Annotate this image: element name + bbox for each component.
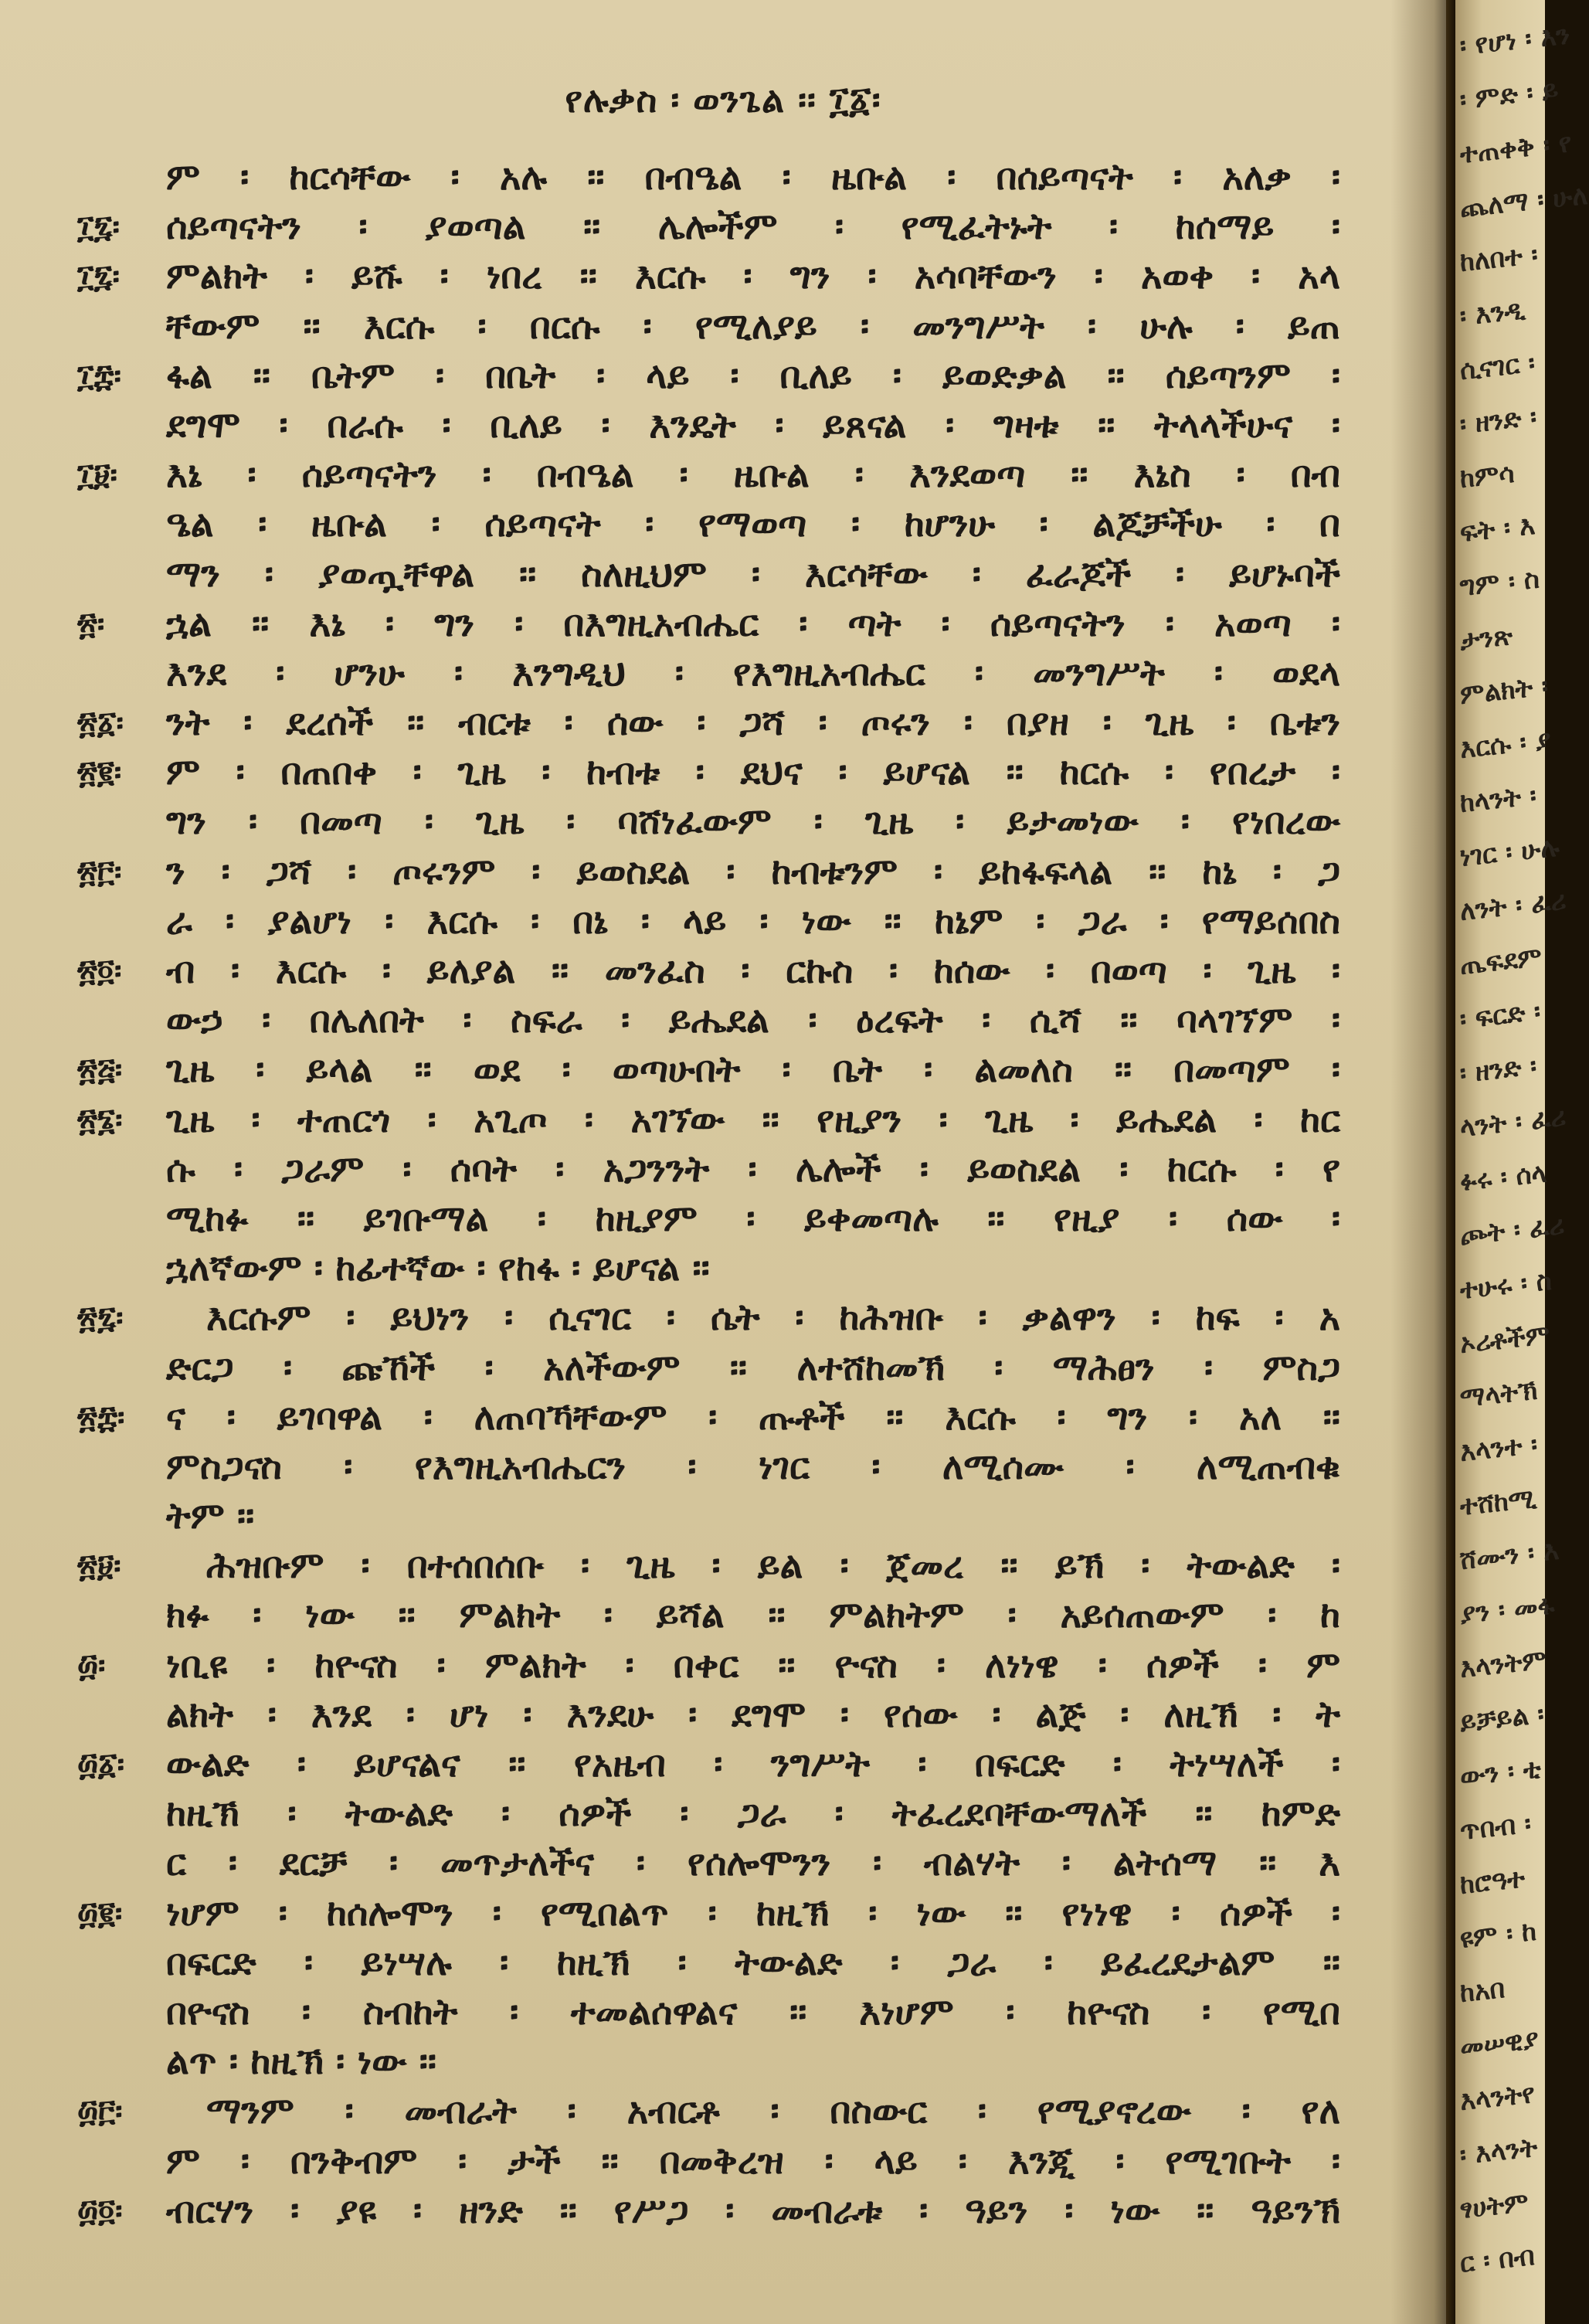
line-text: ጊዜ ፡ ተጠርጎ ፡ አጊጦ ፡ አገኘው ፡፡ የዚያን ፡ ጊዜ ፡ ይሔደል ፡ ከር [166,1098,1340,1141]
facing-page-fragment: እርሱ ፡ ያ [1458,724,1553,765]
line-text: ነሆም ፡ ከሰሎሞን ፡ የሚበልጥ ፡ ከዚኽ ፡ ነው ፡፡ የነነዌ ፡ ሰዎች ፡ [166,1891,1340,1935]
text-line [166,797,1340,847]
text-line [77,2087,1340,2136]
line-text: እርሱም ፡ ይህነን ፡ ሲናገር ፡ ሴት ፡ ከሕዝቡ ፡ ቃልዋን ፡ ከፍ ፡ አ [206,1296,1340,1340]
facing-page-fragment: ሸሙን ፡ እ [1458,1534,1560,1576]
line-text: ብ ፡ እርሱ ፡ ይለያል ፡፡ መንፈስ ፡ ርኩስ ፡ ከሰው ፡ በወጣ ፡ ጊዜ ፡ [166,950,1340,992]
line-text: ሱ ፡ ጋራም ፡ ሰባት ፡ አጋንንት ፡ ሌሎች ፡ ይወስደል ፡ ከርሱ ፡ የ [166,1147,1340,1191]
facing-page-fragment: ሲናገር ፡ [1458,347,1536,386]
verse-number: ፳፫፡ [77,853,122,890]
facing-page-fragment: ፡ የሆነ ፡ እን [1458,19,1572,62]
facing-page-fragment: ከሮዓተ [1458,1863,1526,1901]
line-text: ልጥ ፡ ከዚኽ ፡ ነው ፡፡ [166,2040,436,2084]
text-line [166,1988,1340,2037]
facing-page-fragment: ር ፡ በብ [1458,2240,1536,2279]
facing-page-fragment: ማላትኽ [1458,1374,1539,1414]
text-line [166,1194,1340,1244]
verse-number: ፴፬፡ [77,2192,123,2229]
verse-number: ፲፱፡ [77,457,117,494]
text-line [166,2037,1340,2087]
verse-number: ፴፪፡ [77,1894,123,1932]
line-text: ንት ፡ ደረሰች ፡፡ ብርቱ ፡ ሰው ፡ ጋሻ ፡ ጦሩን ፡ በያዘ ፡ ጊዜ ፡ ቤቱን [166,702,1340,745]
text-line [166,1938,1340,1988]
line-text: እኔ ፡ ሰይጣናትን ፡ በብዔል ፡ ዜቡል ፡ እንደወጣ ፡፡ እኔስ ፡ በብ [166,454,1340,497]
facing-page-fragment: ጤፍደም [1458,941,1543,981]
line-text: ጊዜ ፡ ይላል ፡፡ ወደ ፡ ወጣሁበት ፡ ቤት ፡ ልመለስ ፡፡ በመጣም ፡ [166,1048,1340,1092]
line-text: ራ ፡ ያልሆነ ፡ እርሱ ፡ በኔ ፡ ላይ ፡ ነው ፡፡ ከኔም ፡ ጋራ ፡ የማይሰበስ [166,899,1340,943]
text-line [166,996,1340,1045]
line-text: በዮናስ ፡ ስብከት ፡ ተመልሰዋልና ፡፡ እነሆም ፡ ከዮናስ ፡ የሚበ [166,1990,1340,2034]
text-line [77,1293,1340,1343]
text-line [77,946,1340,996]
facing-page-fragment: ተሁሩ ፡ ስ [1458,1265,1553,1306]
line-text: ምልክት ፡ ይሹ ፡ ነበረ ፡፡ እርሱ ፡ ግን ፡ አሳባቸውን ፡ አወቀ ፡ አላ [166,255,1340,298]
facing-page-fragment: ተጠቀቅ ፡ የ [1458,127,1574,170]
verse-number: ፳፡ [77,605,105,642]
verse-number: ፴፡ [77,1646,106,1684]
text-line [166,1145,1340,1194]
text-line [166,153,1340,202]
line-text: ክፉ ፡ ነው ፡፡ ምልክት ፡ ይሻል ፡፡ ምልክትም ፡ አይሰጠውም ፡ ከ [166,1594,1340,1637]
text-line [166,1789,1340,1839]
text-line [77,1541,1340,1591]
facing-page-fragment: ፍት ፡ እ [1458,509,1536,549]
line-text: ሚከፉ ፡፡ ይገቡማል ፡ ከዚያም ፡ ይቀመጣሉ ፡፡ የዚያ ፡ ሰው ፡ [166,1197,1340,1240]
verse-number: ፲፯፡ [77,258,120,295]
facing-page-fragment: ተሸከሚ [1458,1483,1538,1522]
facing-page-fragment: ጮት ፡ ፈሪ [1458,1209,1566,1252]
line-text: ደግሞ ፡ በራሱ ፡ ቢለይ ፡ እንዴት ፡ ይጸናል ፡ ግዛቱ ፡፡ ትላላችሁና ፡ [166,403,1340,447]
facing-page-fragment: ጨለማ ፡ ሁለ [1458,179,1589,224]
text-line [166,2137,1340,2186]
verse-number: ፲፯፡ [77,209,120,246]
verse-number: ፳፮፡ [77,1101,123,1138]
facing-page-fragment: ላንት ፡ ፈሪ [1458,1101,1568,1143]
line-text: ከዚኽ ፡ ትውልድ ፡ ሰዎች ፡ ጋራ ፡ ትፈረደባቸውማለች ፡፡ ከምድ [166,1792,1340,1836]
line-text: ም ፡ ከርሳቸው ፡ አሉ ፡፡ በብዔል ፡ ዜቡል ፡ በሰይጣናት ፡ አለቃ ፡ [166,156,1340,199]
facing-page-fragment: ውን ፡ ቲ [1458,1753,1543,1792]
text-line [166,500,1340,549]
facing-page-fragment: ፡ ዘንድ ፡ [1458,401,1539,440]
verse-number: ፳፭፡ [77,1052,123,1089]
book-gutter [1446,0,1455,2324]
line-text: ሕዝቡም ፡ በተሰበሰቡ ፡ ጊዜ ፡ ይል ፡ ጀመረ ፡፡ ይኽ ፡ ትውልድ ፡ [206,1544,1340,1588]
text-line [77,352,1340,401]
line-text: ድርጋ ፡ ጩኸች ፡ አለችውም ፡፡ ለተሸከመኽ ፡ ማሕፀን ፡ ምስጋ [166,1346,1340,1389]
line-text: ውኃ ፡ በሌለበት ፡ ስፍራ ፡ ይሔደል ፡ ዕረፍት ፡ ሲሻ ፡፡ ባላገኘም ፡ [166,999,1340,1042]
line-text: ብርሃን ፡ ያዩ ፡ ዘንድ ፡፡ የሥጋ ፡ መብራቱ ፡ ዓይን ፡ ነው ፡፡ ዓይንኽ [166,2189,1340,2232]
facing-page-fragment: ፡ ዘንድ ፡ [1458,1050,1539,1089]
line-text: ር ፡ ደርቻ ፡ መጥታለችና ፡ የሰሎሞንን ፡ ብልሃት ፡ ልትሰማ ፡፡ እ [166,1842,1340,1885]
page-curve-shadow [1390,0,1452,2324]
text-line [166,1344,1340,1393]
text-line [77,1393,1340,1442]
facing-page-fragment: ከአበ [1458,1973,1506,2009]
text-line [77,748,1340,797]
text-line [166,302,1340,352]
line-text: ን ፡ ጋሻ ፡ ጦሩንም ፡ ይወስደል ፡ ከብቱንም ፡ ይከፋፍላል ፡፡ ከኔ ፡ ጋ [166,850,1340,893]
text-line [77,600,1340,649]
running-head: የሉቃስ ፡ ወንጌል ፡፡ ፲፩፡ [565,79,881,121]
verse-number: ፲፰፡ [77,357,121,394]
facing-page-fragment: ፡ እላንት [1458,2132,1540,2171]
text-line [77,1740,1340,1789]
facing-page-fragment: ፡ እንዲ [1458,294,1527,332]
body-text [77,153,1340,2236]
verse-number: ፳፬፡ [77,953,122,989]
verse-number: ፳፱፡ [77,1548,121,1585]
text-line [166,897,1340,946]
verse-number: ፳፪፡ [77,754,122,791]
facing-page-fragment: ነገር ፡ ሁሉ [1458,831,1561,873]
text-line [77,252,1340,301]
line-text: ነቢዩ ፡ ከዮናስ ፡ ምልክት ፡ በቀር ፡፡ ዮናስ ፡ ለነነዌ ፡ ሰዎች ፡ ም [166,1643,1340,1687]
line-text: ዔል ፡ ዜቡል ፡ ሰይጣናት ፡ የማወጣ ፡ ከሆንሁ ፡ ልጆቻችሁ ፡ በ [166,503,1340,546]
line-text: በፍርድ ፡ ይነሣሉ ፡ ከዚኽ ፡ ትውልድ ፡ ጋራ ፡ ይፈረደታልም ፡፡ [166,1941,1340,1984]
text-line [77,2186,1340,2236]
text-line [166,550,1340,600]
text-line [77,1096,1340,1145]
text-line [166,1492,1340,1541]
verse-number: ፳፰፡ [77,1398,125,1436]
verse-number: ፴፩፡ [77,1746,125,1782]
facing-page-fragment: ታንጽ [1458,620,1514,657]
line-text: ግን ፡ በመጣ ፡ ጊዜ ፡ ባሸነፈውም ፡ ጊዜ ፡ ይታመነው ፡ የነበረው [166,800,1340,844]
text-line [166,1442,1340,1492]
facing-page-fragment: ለንት ፡ ፈሪ [1458,885,1568,927]
facing-page-fragment: እላንተ ፡ [1458,1429,1540,1468]
facing-page-fragment: ዩም ፡ ከ [1458,1915,1538,1955]
verse-number: ፳፩፡ [77,705,124,742]
text-line [166,401,1340,450]
text-line [166,1690,1340,1740]
text-line [77,848,1340,897]
facing-page-fragment: ፉሩ ፡ ሰላ [1458,1157,1549,1198]
facing-page-fragment: ፡ ፍርድ ፡ [1458,996,1543,1035]
line-text: ልክት ፡ እንደ ፡ ሆነ ፡ እንደሁ ፡ ደግሞ ፡ የሰው ፡ ልጅ ፡ ለዚኽ ፡ ት [166,1693,1340,1736]
text-line [77,202,1340,252]
line-text: ሰይጣናትን ፡ ያወጣል ፡፡ ሌሎችም ፡ የሚፈትኑት ፡ ከሰማይ ፡ [166,206,1340,249]
text-line [77,450,1340,500]
facing-page-fragment: ግም ፡ ስ [1458,563,1541,603]
line-text: ቸውም ፡፡ እርሱ ፡ በርሱ ፡ የሚለያይ ፡ መንግሥት ፡ ሁሉ ፡ ይጠ [166,304,1340,348]
facing-page-fragment: ኦሪቶችም [1458,1319,1552,1360]
line-text: እንደ ፡ ሆንሁ ፡ እንግዲህ ፡ የእግዚአብሔር ፡ መንግሥት ፡ ወደላ [166,651,1340,695]
facing-page-fragment: እላንትም [1458,1644,1548,1684]
facing-page-fragment: ፡ ምድ ፡ ይ [1458,74,1560,116]
text-line [166,1591,1340,1640]
verse-number: ፴፫፡ [77,2093,123,2130]
text-line [77,1641,1340,1690]
line-text: ማን ፡ ያወጧቸዋል ፡፡ ስለዚህም ፡ እርሳቸው ፡ ፈራጆች ፡ ይሆኑባች [166,552,1340,596]
text-line [77,1045,1340,1095]
facing-page-fragment: ይቻይል ፡ [1458,1698,1546,1738]
line-text: ፋል ፡፡ ቤትም ፡ በቤት ፡ ላይ ፡ ቢለይ ፡ ይወድቃል ፡፡ ሰይጣንም ፡ [166,354,1340,397]
facing-page-fragment: እላንትየ [1458,2078,1536,2117]
line-text: ትም ፡፡ [166,1495,255,1538]
facing-page-fragment: ጥበብ ፡ [1458,1808,1533,1847]
line-text: ውልድ ፡ ይሆናልና ፡፡ የአዜብ ፡ ንግሥት ፡ በፍርድ ፡ ትነሣለች ፡ [166,1743,1340,1785]
line-text: ኋል ፡፡ እኔ ፡ ግን ፡ በእግዚአብሔር ፡ ጣት ፡ ሰይጣናትን ፡ አወጣ ፡ [166,602,1340,645]
verse-number: ፳፯፡ [77,1300,124,1337]
facing-page-fragment: ከምሳ [1458,457,1516,494]
text-line [166,1244,1340,1293]
line-text: ማንም ፡ መብራት ፡ አብርቶ ፡ በስውር ፡ የሚያኖረው ፡ የለ [206,2090,1340,2133]
line-text: ኋለኛውም ፡ ከፊተኛው ፡ የከፋ ፡ ይሆናል ፡፡ [166,1247,710,1290]
line-text: ና ፡ ይገባዋል ፡ ለጠባኻቸውም ፡ ጡቶች ፡፡ እርሱ ፡ ግን ፡ አለ ፡፡ [166,1395,1340,1439]
facing-page-fragment: ከላንት ፡ [1458,780,1538,819]
facing-page-fragment: ፃሀትም [1458,2186,1530,2225]
facing-page-fragment: መሠዊያ [1458,2023,1540,2063]
text-line [166,1839,1340,1888]
facing-page-fragment: ምልክት ፡ [1458,671,1550,711]
text-line [166,649,1340,698]
text-line [77,698,1340,748]
line-text: ም ፡ በጠበቀ ፡ ጊዜ ፡ ከብቱ ፡ ደህና ፡ ይሆናል ፡፡ ከርሱ ፡ የበረታ ፡ [166,751,1340,794]
facing-page [1455,0,1589,2324]
line-text: ምስጋናስ ፡ የእግዚአብሔርን ፡ ነገር ፡ ለሚሰሙ ፡ ለሚጠብቁ [166,1445,1340,1488]
facing-page-fragment: ያን ፡ መፋ [1458,1589,1556,1630]
line-text: ም ፡ በንቅብም ፡ ታች ፡፡ በመቅረዝ ፡ ላይ ፡ እንጂ ፡ የሚገቡት ፡ [166,2139,1340,2183]
facing-page-fragment: ከለበተ ፡ [1458,239,1540,278]
text-line [77,1889,1340,1938]
